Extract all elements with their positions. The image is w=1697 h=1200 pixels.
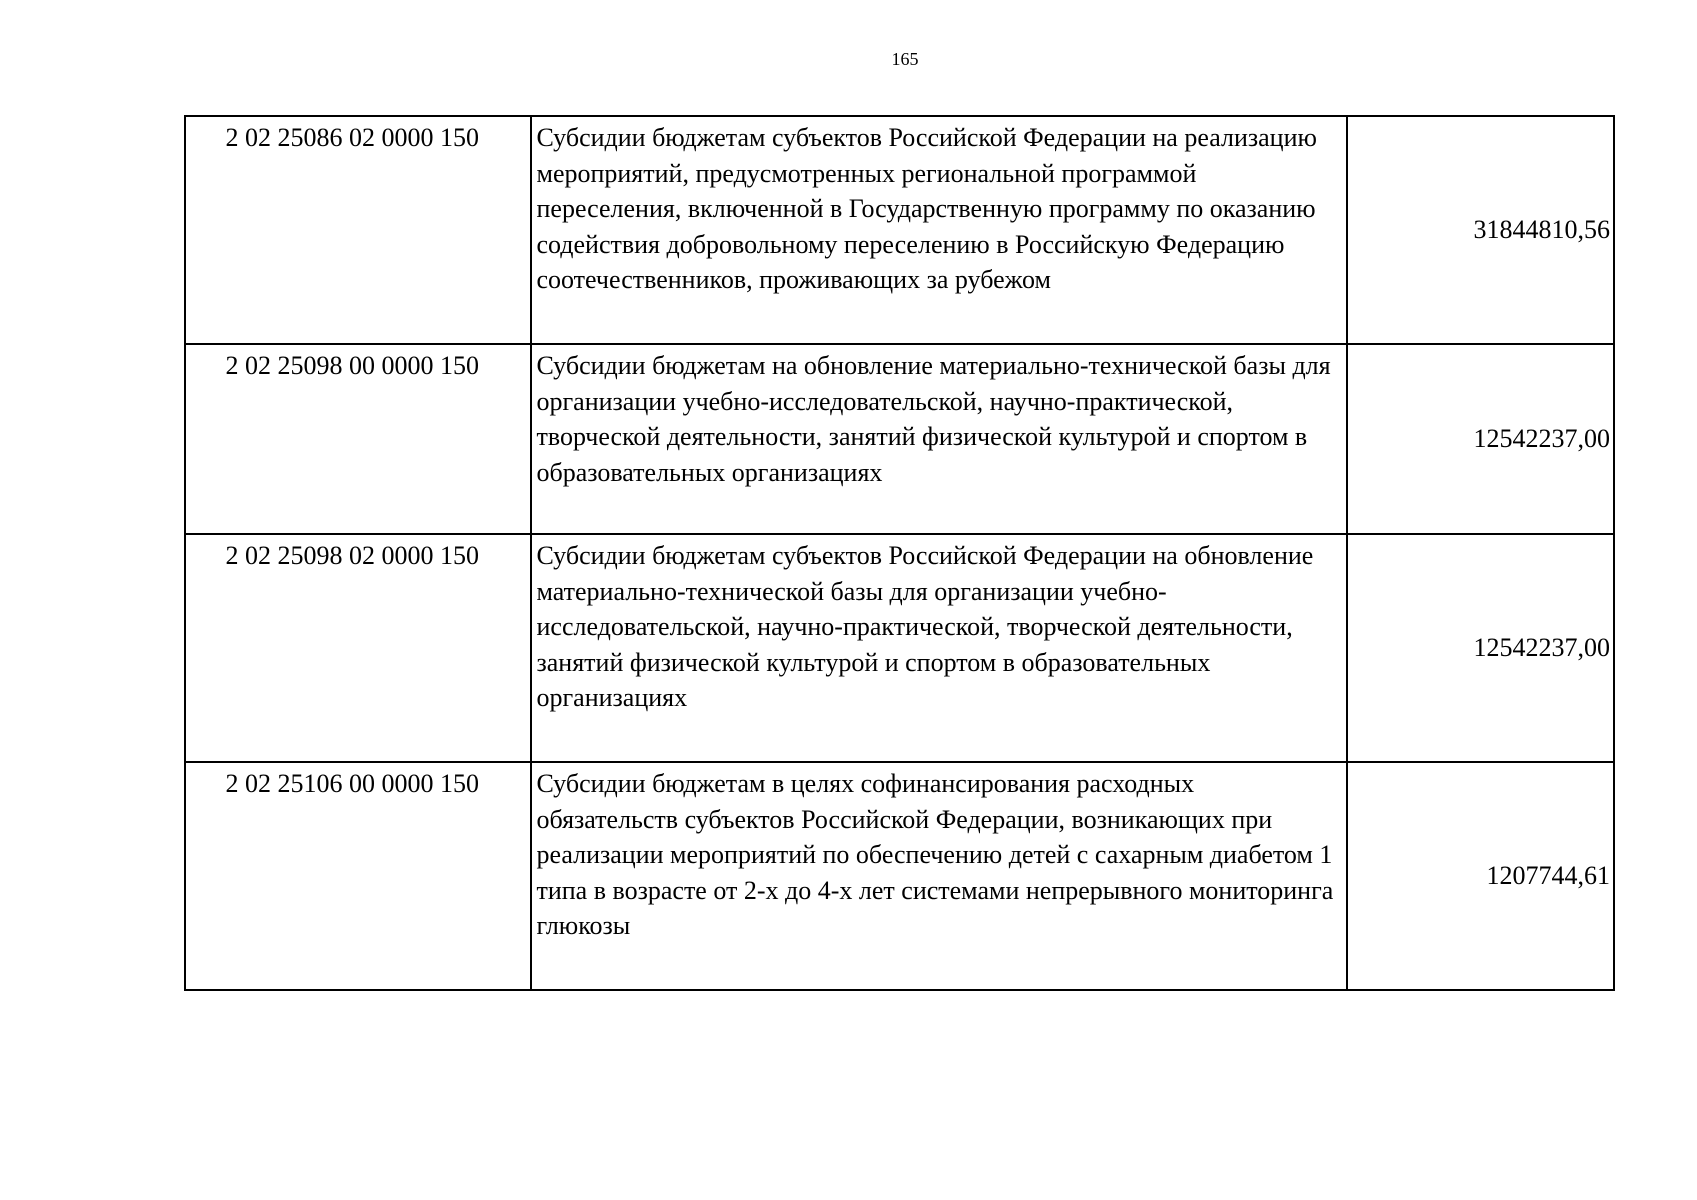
budget-table [184,115,1615,991]
amount-cell: 12542237,00 [1347,534,1614,762]
budget-code-cell: 2 02 25098 02 0000 150 [185,534,531,762]
table-row [185,116,1614,344]
description-cell: Субсидии бюджетам субъектов Российской Федерации на обновление материально-технической базы для организации учебно-исследовательской, научно-практической, творческой деятельности, занятий физической культурой и спортом в образовательных организациях [531,534,1346,762]
amount-cell: 12542237,00 [1347,344,1614,534]
description-cell: Субсидии бюджетам на обновление материально-технической базы для организации учебно-исследовательской, научно-практической, творческой деятельности, занятий физической культурой и спортом в образовательных организациях [531,344,1346,534]
budget-code-cell: 2 02 25098 00 0000 150 [185,344,531,534]
description-cell: Субсидии бюджетам субъектов Российской Федерации на реализацию мероприятий, предусмотренных региональной программой переселения, включенной в Государственную программу по оказанию содействия добровольному переселению в Российскую Федерацию соотечественников, проживающих за рубежом [531,116,1346,344]
description-cell: Субсидии бюджетам в целях софинансирования расходных обязательств субъектов Российской Федерации, возникающих при реализации мероприятий по обеспечению детей с сахарным диабетом 1 типа в возрасте от 2-х до 4-х лет системами непрерывного мониторинга глюкозы [531,762,1346,990]
budget-code-cell: 2 02 25106 00 0000 150 [185,762,531,990]
amount-cell: 31844810,56 [1347,116,1614,344]
table-row [185,344,1614,534]
table-row [185,534,1614,762]
page-number: 165 [891,49,919,69]
table-row [185,762,1614,990]
amount-cell: 1207744,61 [1347,762,1614,990]
budget-code-cell: 2 02 25086 02 0000 150 [185,116,531,344]
